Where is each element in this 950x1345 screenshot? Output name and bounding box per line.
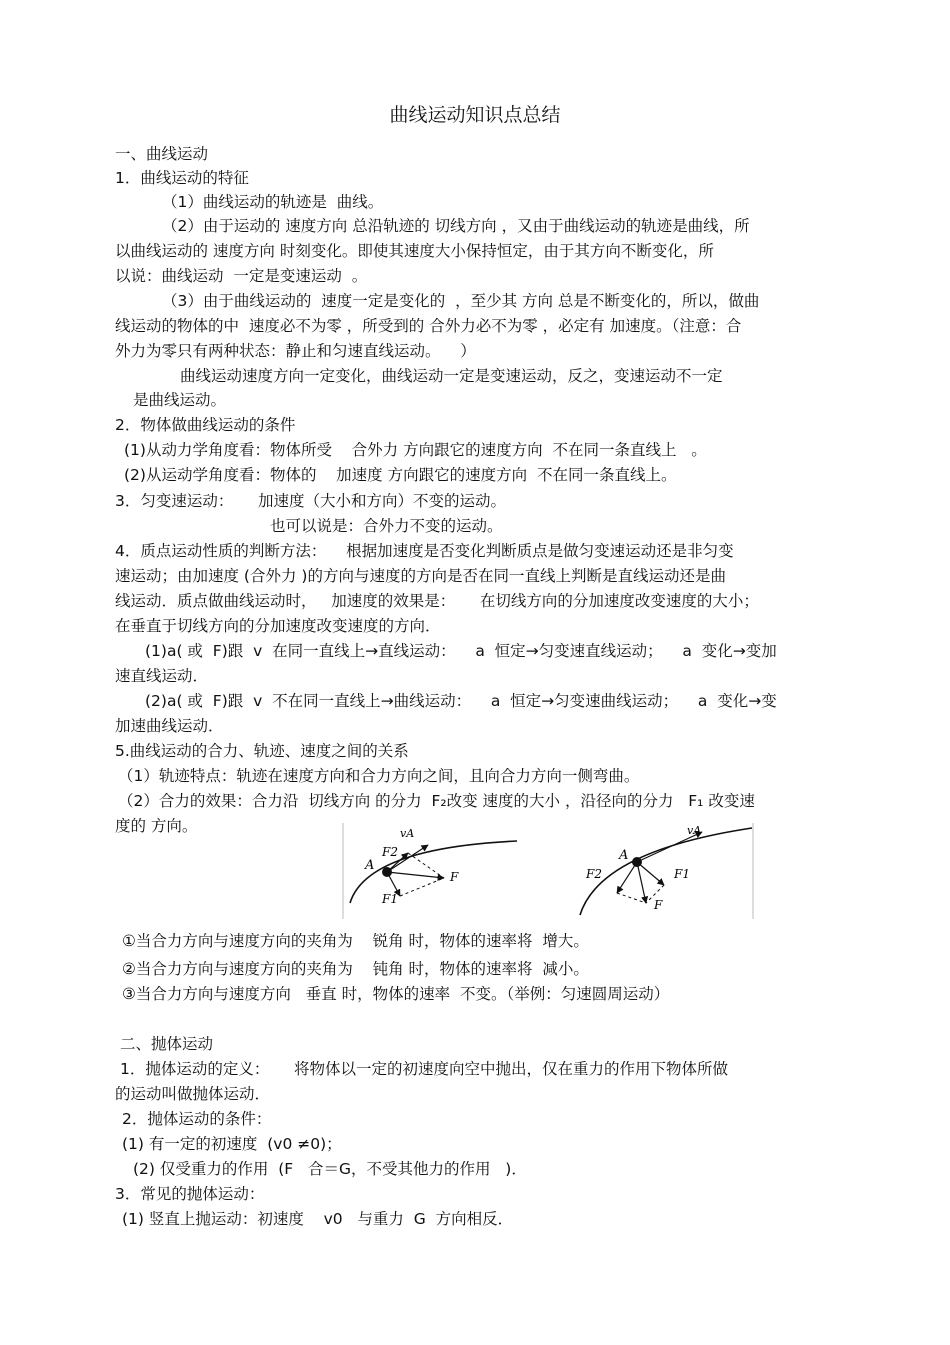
list-item: ②当合力方向与速度方向的夹角为 钝角 时，物体的速率将 减小。 bbox=[122, 960, 589, 978]
text-line: （1）曲线运动的轨迹是 曲线。 bbox=[162, 193, 384, 211]
text-line: 3．常见的抛体运动： bbox=[115, 1185, 265, 1203]
dashed-line bbox=[400, 878, 444, 896]
subheading-judgement: 4．质点运动性质的判断方法： 根据加速度是否变化判断质点是做匀变速运动还是非匀变 bbox=[115, 542, 734, 560]
text-line: (1)a( 或 F)跟 v 在同一直线上→直线运动： a 恒定→匀变速直线运动； a 变化→变加 bbox=[145, 642, 777, 660]
label-velocity: vA bbox=[687, 824, 702, 837]
diagram-obtuse-angle bbox=[580, 824, 752, 915]
document-title: 曲线运动知识点总结 bbox=[389, 104, 561, 126]
f2-arrow bbox=[617, 862, 637, 893]
list-item: ③当合力方向与速度方向 垂直 时，物体的速率 不变。（举例：匀速圆周运动） bbox=[122, 985, 670, 1003]
text-line: (2)a( 或 F)跟 v 不在同一直线上→曲线运动： a 恒定→匀变速曲线运动； a 变化→变 bbox=[145, 692, 777, 710]
label-point: A bbox=[619, 848, 629, 863]
text-line: 也可以说是：合外力不变的运动。 bbox=[270, 517, 503, 535]
text-line: 以曲线运动的 速度方向 时刻变化。即使其速度大小保持恒定，由于其方向不断变化，所 bbox=[115, 242, 714, 260]
text-line: 2．抛体运动的条件： bbox=[122, 1110, 272, 1128]
text-line: 在垂直于切线方向的分加速度改变速度的方向． bbox=[115, 617, 441, 635]
subheading-uniform-accel: 3．匀变速运动： 加速度（大小和方向）不变的运动。 bbox=[115, 492, 506, 510]
text-line: 的运动叫做抛体运动． bbox=[115, 1085, 271, 1103]
text-line: 1．抛体运动的定义： 将物体以一定的初速度向空中抛出，仅在重力的作用下物体所做 bbox=[120, 1060, 728, 1078]
text-line: (2)从运动学角度看：物体的 加速度 方向跟它的速度方向 不在同一条直线上。 bbox=[124, 466, 677, 484]
text-line: 线运动的物体的中 速度必不为零 ，所受到的 合外力必不为零 ，必定有 加速度。（注意：合 bbox=[115, 317, 742, 335]
text-line: （2）由于运动的 速度方向 总沿轨迹的 切线方向 ，又由于曲线运动的轨迹是曲线，所 bbox=[162, 217, 750, 235]
text-line: 速直线运动． bbox=[115, 667, 209, 685]
section-heading-curvilinear: 一、曲线运动 bbox=[115, 145, 209, 163]
text-line: 曲线运动速度方向一定变化，曲线运动一定是变速运动，反之，变速运动不一定 bbox=[180, 367, 723, 385]
text-line: 加速曲线运动． bbox=[115, 717, 224, 735]
text-line: (1) 有一定的初速度 (v0 ≠0)； bbox=[122, 1135, 342, 1153]
section-heading-projectile: 二、抛体运动 bbox=[120, 1035, 214, 1053]
text-line: （1）轨迹特点：轨迹在速度方向和合力方向之间，且向合力方向一侧弯曲。 bbox=[118, 767, 640, 785]
list-item: ①当合力方向与速度方向的夹角为 锐角 时，物体的速率将 增大。 bbox=[122, 932, 589, 950]
diagram-acute-angle bbox=[350, 827, 517, 906]
dashed-line bbox=[617, 893, 646, 903]
text-line: 度的 方向。 bbox=[115, 817, 198, 835]
f-arrow bbox=[387, 872, 444, 878]
text-line: 线运动．质点做曲线运动时， 加速度的效果是： 在切线方向的分加速度改变速度的大小； bbox=[115, 592, 759, 610]
label-f1: F1 bbox=[382, 892, 398, 906]
text-line: (2) 仅受重力的作用 (F 合＝G，不受其他力的作用 )． bbox=[133, 1160, 527, 1178]
label-point: A bbox=[365, 858, 375, 873]
text-line: (1)从动力学角度看：物体所受 合外力 方向跟它的速度方向 不在同一条直线上 。 bbox=[124, 441, 707, 459]
label-velocity: vA bbox=[400, 827, 415, 840]
label-f2: F2 bbox=[586, 867, 602, 881]
label-f2: F2 bbox=[382, 845, 398, 859]
text-line: 以说：曲线运动 一定是变速运动 。 bbox=[115, 267, 368, 285]
text-line: （2）合力的效果：合力沿 切线方向 的分力 F₂改变 速度的大小 ，沿径向的分力 F₁ 改变速 bbox=[118, 792, 755, 810]
trajectory-curve bbox=[580, 828, 752, 915]
subheading-features: 1．曲线运动的特征 bbox=[115, 169, 249, 187]
trajectory-curve bbox=[350, 841, 517, 903]
label-f1: F1 bbox=[674, 867, 690, 881]
text-line: 外力为零只有两种状态：静止和匀速直线运动。 ） bbox=[115, 342, 476, 360]
text-line: （3）由于曲线运动的 速度一定是变化的 ，至少其 方向 总是不断变化的，所以，做曲 bbox=[162, 292, 760, 310]
label-f: F bbox=[450, 870, 459, 884]
subheading-conditions: 2．物体做曲线运动的条件 bbox=[115, 416, 296, 434]
label-f: F bbox=[654, 898, 663, 912]
subheading-relationship: 5.曲线运动的合力、轨迹、速度之间的关系 bbox=[115, 742, 409, 760]
text-line: (1) 竖直上抛运动：初速度 v0 与重力 G 方向相反． bbox=[122, 1210, 514, 1228]
text-line: 是曲线运动。 bbox=[133, 391, 227, 409]
text-line: 速运动；由加速度 (合外力 )的方向与速度的方向是否在同一直线上判断是直线运动还是曲 bbox=[115, 567, 726, 585]
force-velocity-figure bbox=[342, 823, 754, 919]
